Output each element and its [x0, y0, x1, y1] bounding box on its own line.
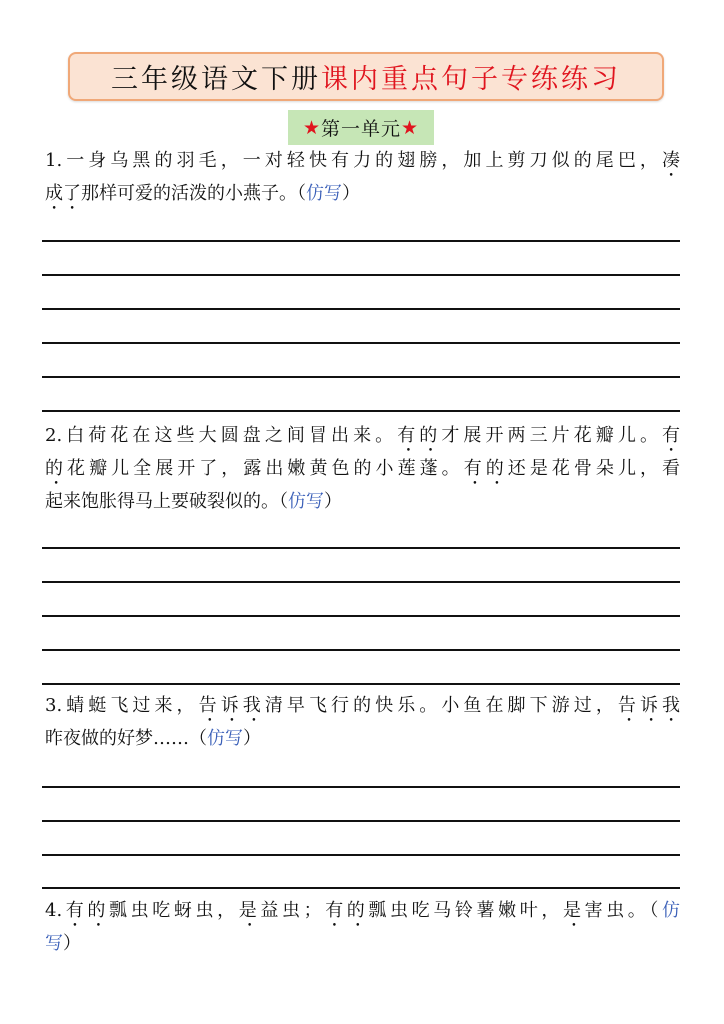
question-text: 起来饱胀得马上要破裂似的。（: [45, 491, 288, 512]
emphasized-text: 了: [63, 183, 81, 204]
emphasized-text: 告诉我: [617, 695, 681, 716]
answer-line[interactable]: [42, 786, 680, 788]
question-text: 4.: [45, 900, 63, 921]
emphasized-text: 是: [562, 900, 585, 921]
emphasized-text: 是: [238, 900, 261, 921]
question-text: 才展开两三片花瓣儿。: [441, 425, 663, 446]
instruction-label: 仿: [662, 900, 681, 921]
emphasized-text: 凑: [662, 150, 680, 171]
question-1: [45, 144, 680, 210]
emphasized-text: 成: [45, 183, 63, 204]
question-text: 瓢虫吃马铃薯嫩叶，: [368, 900, 563, 921]
question-text: 那样可爱的活泼的小燕子。（: [81, 183, 306, 204]
title-grade-part: 三年级语文下册: [111, 64, 321, 95]
question-text: ）: [63, 933, 81, 954]
emphasized-text: 有: [662, 425, 681, 446]
answer-line[interactable]: [42, 410, 680, 412]
answer-line[interactable]: [42, 342, 680, 344]
emphasized-text: 有的: [321, 900, 369, 921]
instruction-label: 仿写: [207, 728, 243, 749]
star-icon: ★: [302, 116, 321, 139]
question-text-line: [45, 927, 680, 960]
emphasized-text: 告诉我: [198, 695, 265, 716]
question-2: [45, 419, 680, 518]
question-text-line: [45, 419, 680, 452]
answer-line[interactable]: [42, 547, 680, 549]
title-topic-part: 课内重点句子专练练习: [321, 64, 621, 95]
worksheet-title: [68, 52, 664, 101]
question-text-line: [45, 485, 680, 518]
star-icon: ★: [401, 116, 420, 139]
question-text: 还是花骨朵儿，看: [507, 458, 681, 479]
instruction-label: 写: [45, 933, 63, 954]
answer-line[interactable]: [42, 240, 680, 242]
emphasized-text: 有的: [62, 900, 110, 921]
question-text: ）: [342, 183, 360, 204]
question-4: [45, 894, 680, 960]
question-text-line: [45, 894, 680, 927]
question-3: [45, 689, 680, 755]
answer-line[interactable]: [42, 887, 680, 889]
question-text: ）: [243, 728, 261, 749]
answer-line[interactable]: [42, 649, 680, 651]
answer-line[interactable]: [42, 820, 680, 822]
question-text-line: [45, 452, 680, 485]
instruction-label: 仿写: [288, 491, 324, 512]
question-text: 益虫；: [260, 900, 322, 921]
answer-line[interactable]: [42, 274, 680, 276]
unit-label: 第一单元: [320, 118, 401, 140]
question-text: 2.白荷花在这些大圆盘之间冒出来。: [45, 425, 398, 446]
question-text: 清早飞行的快乐。小鱼在脚下游过，: [264, 695, 618, 716]
question-text: 害虫。（: [584, 900, 663, 921]
question-text-line: [45, 177, 680, 210]
question-text: 3.蜻蜓飞过来，: [45, 695, 199, 716]
answer-line[interactable]: [42, 683, 680, 685]
emphasized-text: 有的: [397, 425, 442, 446]
question-text-line: [45, 144, 680, 177]
question-text: 1.一身乌黑的羽毛，一对轻快有力的翅膀，加上剪刀似的尾巴，: [45, 150, 662, 171]
question-text-line: [45, 689, 680, 722]
question-text-line: [45, 722, 680, 755]
answer-line[interactable]: [42, 308, 680, 310]
question-text: 昨夜做的好梦……（: [45, 728, 207, 749]
question-text: ）: [324, 491, 342, 512]
answer-line[interactable]: [42, 581, 680, 583]
answer-line[interactable]: [42, 615, 680, 617]
answer-line[interactable]: [42, 376, 680, 378]
answer-line[interactable]: [42, 854, 680, 856]
question-text: 花瓣儿全展开了，露出嫩黄色的小莲蓬。: [67, 458, 464, 479]
instruction-label: 仿写: [306, 183, 342, 204]
question-text: 瓢虫吃蚜虫，: [109, 900, 239, 921]
emphasized-text: 有的: [463, 458, 508, 479]
emphasized-text: 的: [45, 458, 68, 479]
unit-badge: [288, 110, 434, 145]
